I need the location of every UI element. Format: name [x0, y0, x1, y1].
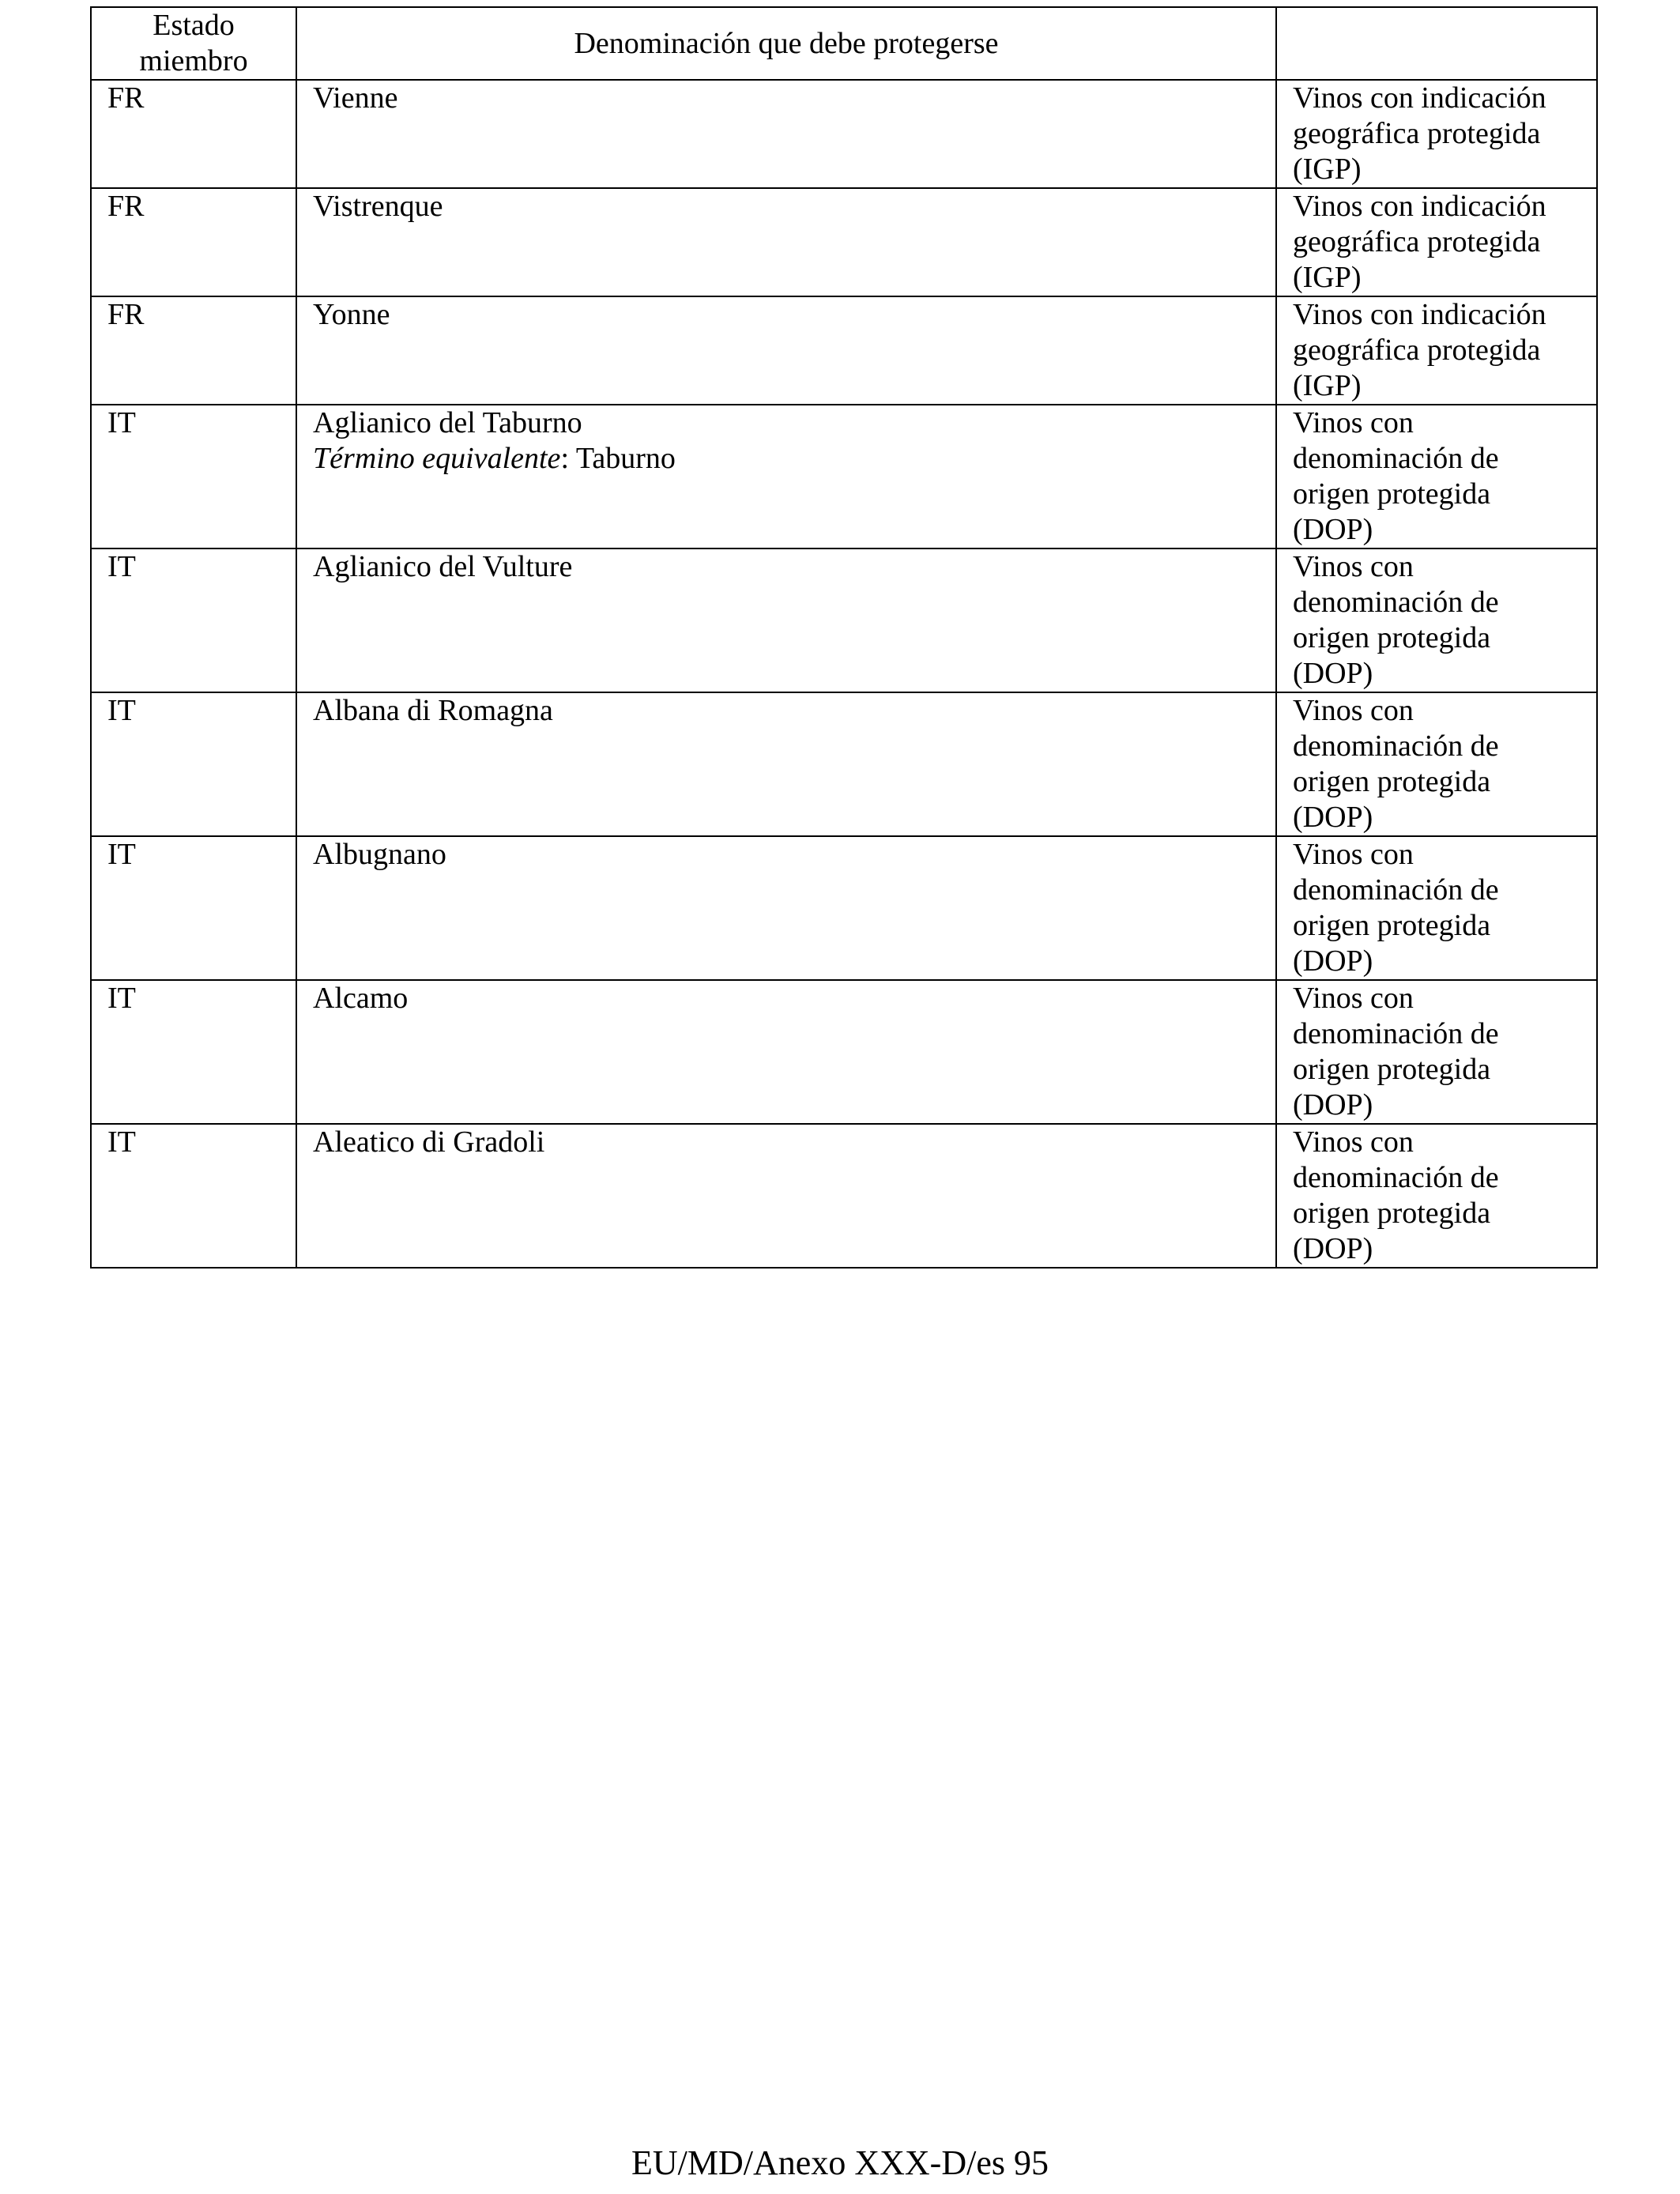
header-type — [1276, 7, 1597, 80]
member-state-cell: IT — [91, 692, 296, 836]
denomination-cell — [296, 405, 1276, 548]
table-row — [91, 80, 1597, 188]
protection-type-cell — [1276, 296, 1597, 405]
protection-type-cell — [1276, 1124, 1597, 1268]
protection-type-cell — [1276, 405, 1597, 548]
protection-type-line: Vinos con — [1293, 406, 1414, 439]
protection-type-line: Vinos con — [1293, 1125, 1414, 1159]
denomination-name: Aglianico del Taburno — [313, 406, 582, 439]
protection-type-cell — [1276, 692, 1597, 836]
table-row — [91, 836, 1597, 980]
protection-type-line: origen protegida — [1293, 765, 1491, 798]
denomination-cell: Vistrenque — [296, 188, 1276, 296]
member-state-cell: IT — [91, 405, 296, 548]
protection-type-line: origen protegida — [1293, 621, 1491, 654]
protection-type-line: denominación de — [1293, 729, 1499, 763]
table-row — [91, 692, 1597, 836]
equivalent-term-label: Término equivalente — [313, 442, 561, 475]
protection-type-line: (IGP) — [1293, 261, 1362, 294]
protection-type-line: (DOP) — [1293, 801, 1373, 834]
header-member-state — [91, 7, 296, 80]
table-header-row — [91, 7, 1597, 80]
protection-type-line: denominación de — [1293, 586, 1499, 619]
protection-type-line: origen protegida — [1293, 1053, 1491, 1086]
protection-type-line: denominación de — [1293, 1161, 1499, 1194]
header-denomination: Denominación que debe protegerse — [296, 7, 1276, 80]
table-row — [91, 296, 1597, 405]
member-state-cell: IT — [91, 548, 296, 692]
protection-type-line: Vinos con — [1293, 694, 1414, 727]
member-state-cell: IT — [91, 980, 296, 1124]
member-state-cell: IT — [91, 1124, 296, 1268]
protection-type-cell — [1276, 836, 1597, 980]
table-row — [91, 980, 1597, 1124]
protection-type-line: Vinos con indicación — [1293, 190, 1546, 223]
protection-type-line: (DOP) — [1293, 1232, 1373, 1265]
protection-type-line: denominación de — [1293, 1017, 1499, 1050]
equivalent-term-line: Término equivalente: Taburno — [313, 442, 676, 475]
protection-type-line: Vinos con — [1293, 550, 1414, 583]
page-footer: EU/MD/Anexo XXX-D/es 95 — [631, 2143, 1049, 2182]
header-member-state-line2: miembro — [139, 44, 248, 77]
protection-type-line: Vinos con — [1293, 982, 1414, 1015]
member-state-cell: FR — [91, 188, 296, 296]
protection-type-line: geográfica protegida — [1293, 117, 1541, 150]
protected-names-table — [90, 6, 1598, 1269]
protection-type-line: (IGP) — [1293, 153, 1362, 186]
denomination-cell: Alcamo — [296, 980, 1276, 1124]
denomination-cell: Vienne — [296, 80, 1276, 188]
protection-type-line: geográfica protegida — [1293, 225, 1541, 258]
protection-type-line: denominación de — [1293, 442, 1499, 475]
protection-type-line: origen protegida — [1293, 1197, 1491, 1230]
protection-type-line: Vinos con indicación — [1293, 81, 1546, 115]
header-member-state-line1: Estado — [153, 9, 235, 42]
protection-type-cell — [1276, 980, 1597, 1124]
protection-type-line: (DOP) — [1293, 513, 1373, 546]
denomination-cell: Yonne — [296, 296, 1276, 405]
table-row — [91, 548, 1597, 692]
protection-type-line: denominación de — [1293, 873, 1499, 907]
table-row — [91, 188, 1597, 296]
protection-type-line: (DOP) — [1293, 1088, 1373, 1122]
protection-type-cell — [1276, 80, 1597, 188]
table-row — [91, 405, 1597, 548]
member-state-cell: FR — [91, 296, 296, 405]
protection-type-cell — [1276, 548, 1597, 692]
protection-type-line: geográfica protegida — [1293, 334, 1541, 367]
member-state-cell: IT — [91, 836, 296, 980]
protection-type-cell — [1276, 188, 1597, 296]
denomination-cell: Aleatico di Gradoli — [296, 1124, 1276, 1268]
table-row — [91, 1124, 1597, 1268]
protection-type-line: (DOP) — [1293, 657, 1373, 690]
protection-type-line: (DOP) — [1293, 944, 1373, 978]
protection-type-line: origen protegida — [1293, 477, 1491, 511]
member-state-cell: FR — [91, 80, 296, 188]
equivalent-term-value: Taburno — [575, 442, 676, 475]
denomination-cell: Albana di Romagna — [296, 692, 1276, 836]
protection-type-line: Vinos con — [1293, 838, 1414, 871]
protection-type-line: Vinos con indicación — [1293, 298, 1546, 331]
protection-type-line: (IGP) — [1293, 369, 1362, 402]
protection-type-line: origen protegida — [1293, 909, 1491, 942]
denomination-cell: Albugnano — [296, 836, 1276, 980]
denomination-cell: Aglianico del Vulture — [296, 548, 1276, 692]
